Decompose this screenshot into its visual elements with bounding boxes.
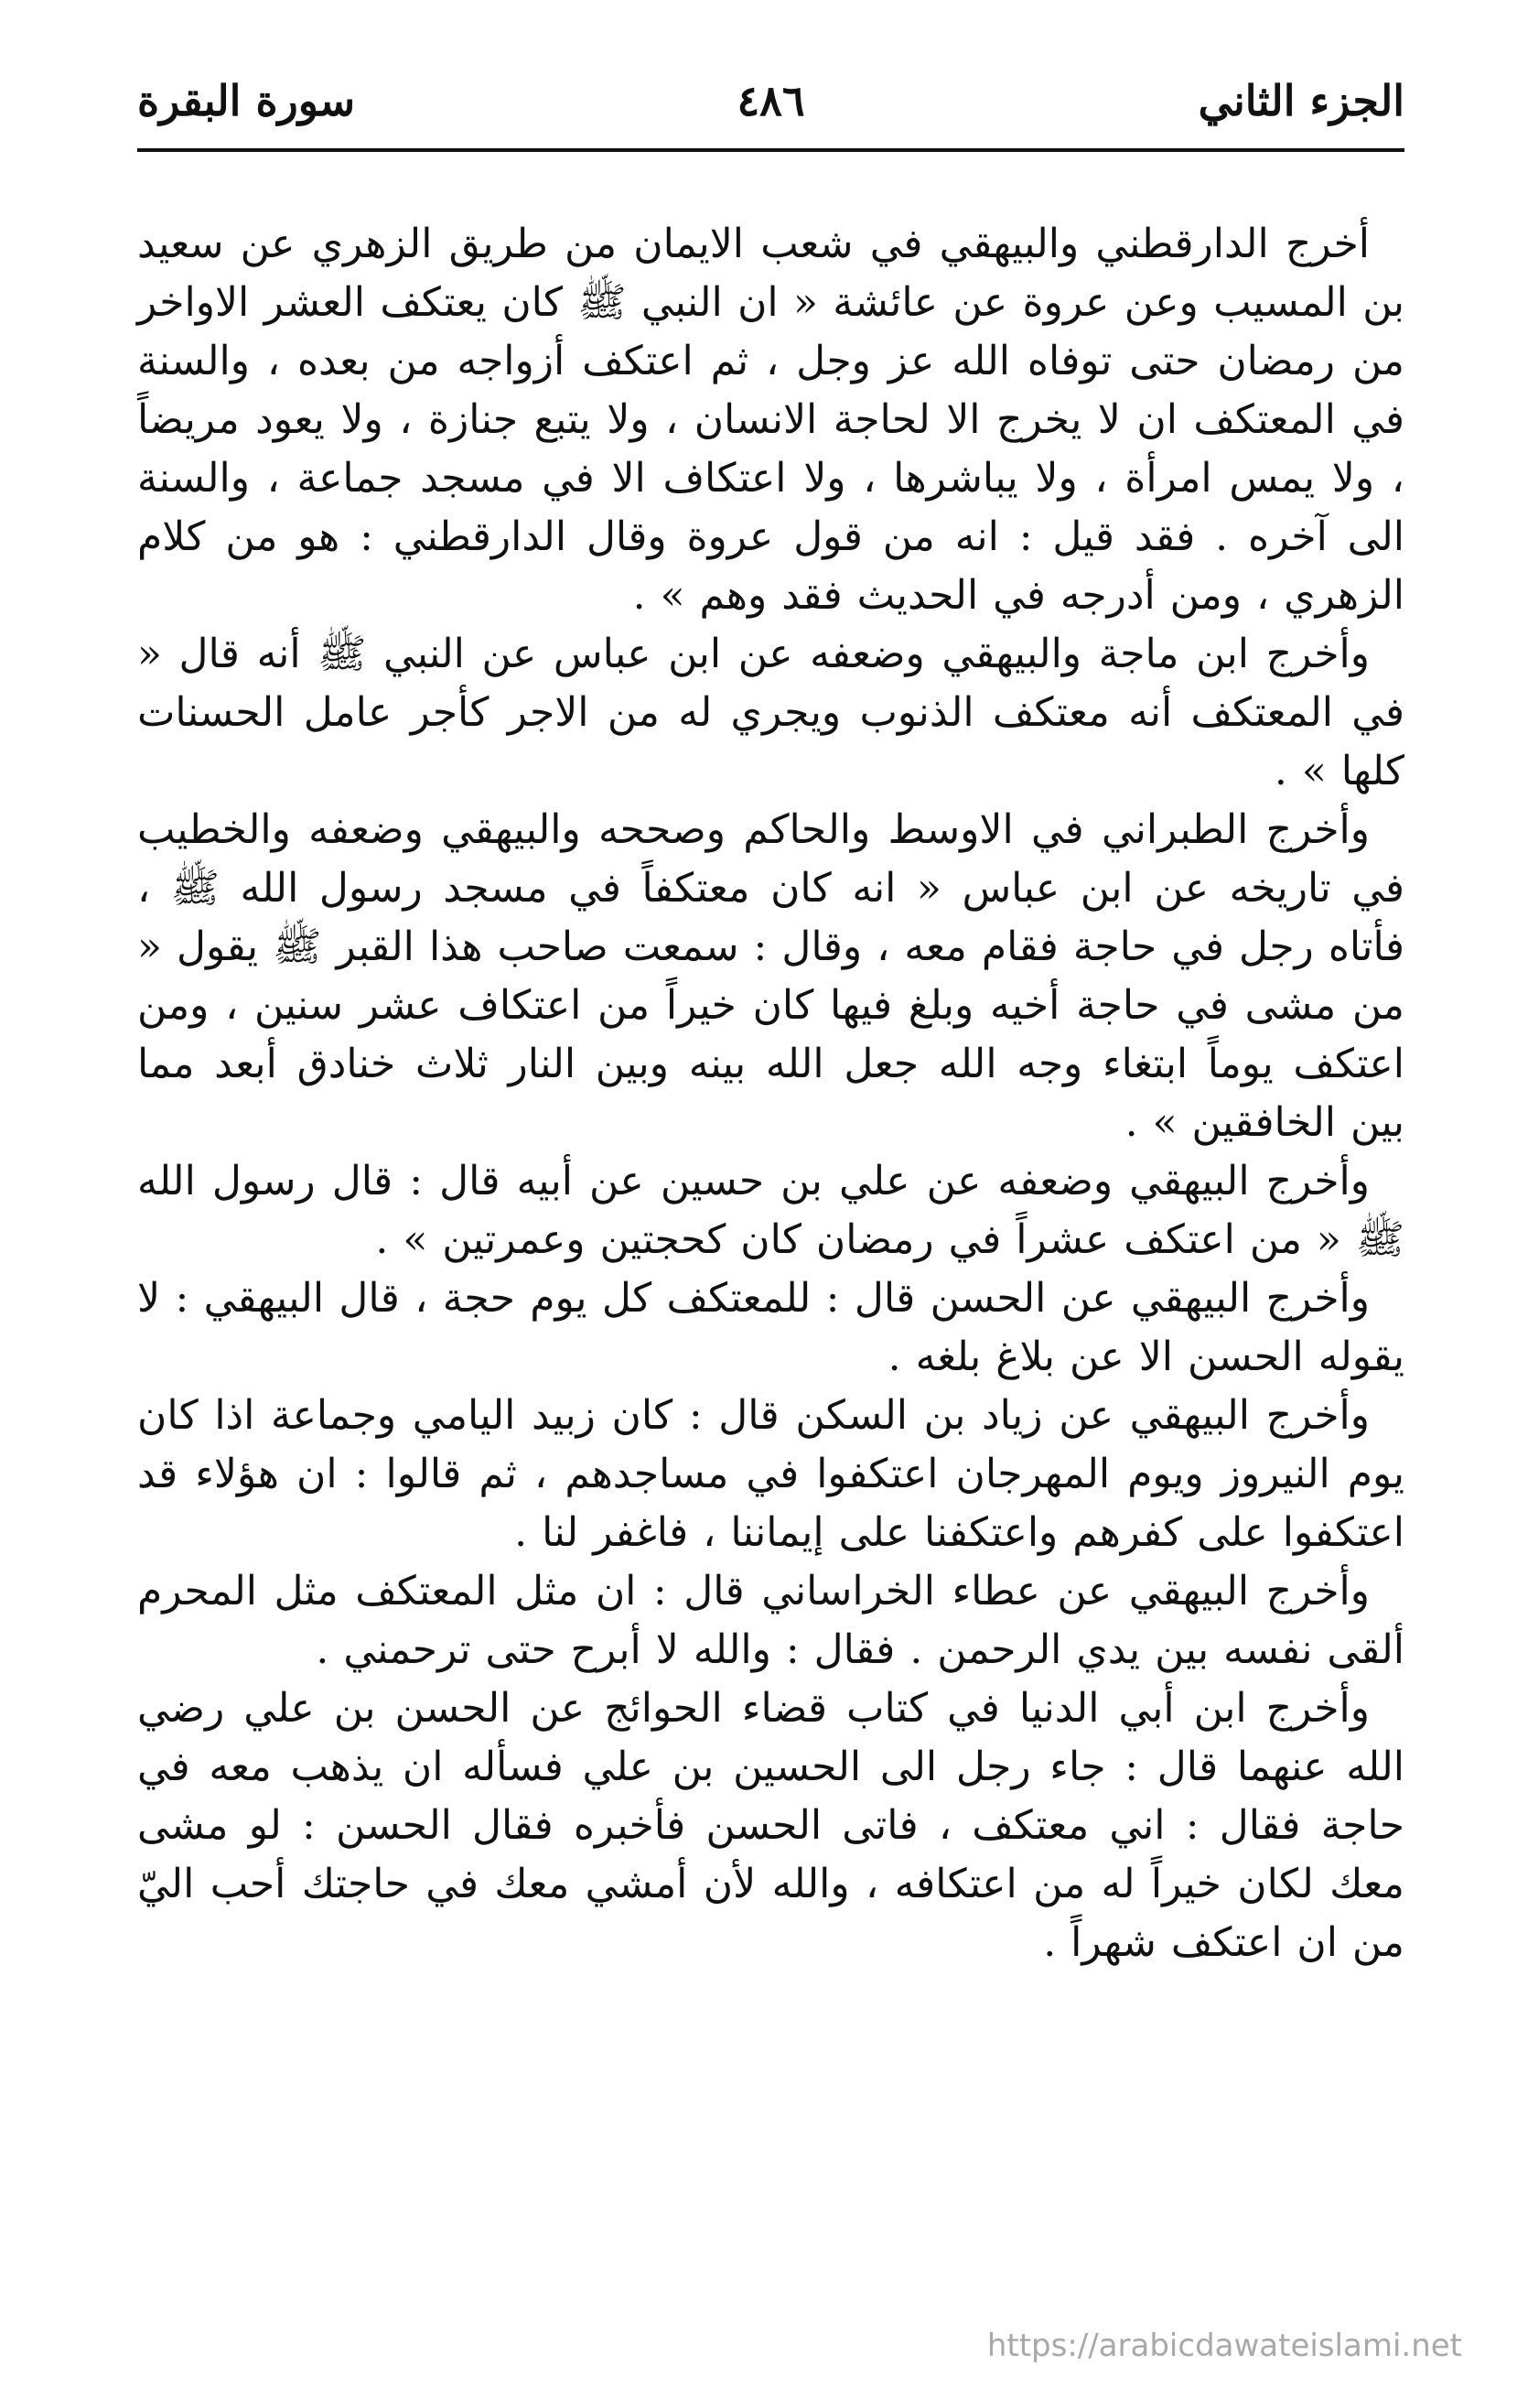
page-number: ٤٨٦ [737,76,805,125]
paragraph-1: أخرج الدارقطني والبيهقي في شعب الايمان من طريق الزهري عن سعيد بن المسيب وعن عروة عن عائشة « ان النبي ﷺ كان يعتكف العشر الاواخر من رمضان حتى توفاه الله عز وجل ، ثم اعتكف أزواجه من بعده ، والسنة في المعتكف ان لا يخرج الا لحاجة الانسان ، ولا يتبع جنازة ، ولا يعود مريضاً ، ولا يمس امرأة ، ولا يباشرها ، ولا اعتكاف الا في مسجد جماعة ، والسنة الى آخره . فقد قيل : انه من قول عروة وقال الدارقطني : هو من كلام الزهري ، ومن أدرجه في الحديث فقد وهم » . [137,221,1405,619]
part-title: الجزء الثاني [1198,76,1404,125]
paragraph-2: وأخرج ابن ماجة والبيهقي وضعفه عن ابن عباس عن النبي ﷺ أنه قال « في المعتكف أنه معتكف الذنوب ويجري له من الاجر كأجر عامل الحسنات كلها » . [137,631,1404,794]
paragraph-4: وأخرج البيهقي وضعفه عن علي بن حسين عن أبيه قال : قال رسول الله ﷺ « من اعتكف عشراً في رمضان كان كحجتين وعمرتين » . [137,1158,1404,1263]
paragraph-7: وأخرج البيهقي عن عطاء الخراساني قال : ان مثل المعتكف مثل المحرم ألقى نفسه بين يدي الرحمن . فقال : والله لا أبرح حتى ترحمني . [137,1568,1404,1673]
body-text [137,215,1404,1972]
page-header [137,64,1404,137]
paragraph-6: وأخرج البيهقي عن زياد بن السكن قال : كان زبيد اليامي وجماعة اذا كان يوم النيروز ويوم المهرجان اعتكفوا في مساجدهم ، ثم قالوا : ان هؤلاء قد اعتكفوا على كفرهم واعتكفنا على إيماننا ، فاغفر لنا . [137,1392,1404,1556]
surah-title: سورة البقرة [137,76,356,125]
header-divider [137,148,1404,152]
paragraph-3: وأخرج الطبراني في الاوسط والحاكم وصححه والبيهقي وضعفه والخطيب في تاريخه عن ابن عباس « انه كان معتكفاً في مسجد رسول الله ﷺ ، فأتاه رجل في حاجة فقام معه ، وقال : سمعت صاحب هذا القبر ﷺ يقول « من مشى في حاجة أخيه وبلغ فيها كان خيراً من اعتكاف عشر سنين ، ومن اعتكف يوماً ابتغاء وجه الله جعل الله بينه وبين النار ثلاث خنادق أبعد مما بين الخافقين » . [137,806,1404,1146]
paragraph-5: وأخرج البيهقي عن الحسن قال : للمعتكف كل يوم حجة ، قال البيهقي : لا يقوله الحسن الا عن بلاغ بلغه . [137,1275,1404,1380]
source-watermark: https://arabicdawateislami.net [986,2327,1462,2364]
paragraph-8: وأخرج ابن أبي الدنيا في كتاب قضاء الحوائج عن الحسن بن علي رضي الله عنهما قال : جاء رجل الى الحسين بن علي فسأله ان يذهب معه في حاجة فقال : اني معتكف ، فاتى الحسن فأخبره فقال الحسن : لو مشى معك لكان خيراً له من اعتكافه ، والله لأن أمشي معك في حاجتك أحب اليّ من ان اعتكف شهراً . [137,1685,1404,1966]
